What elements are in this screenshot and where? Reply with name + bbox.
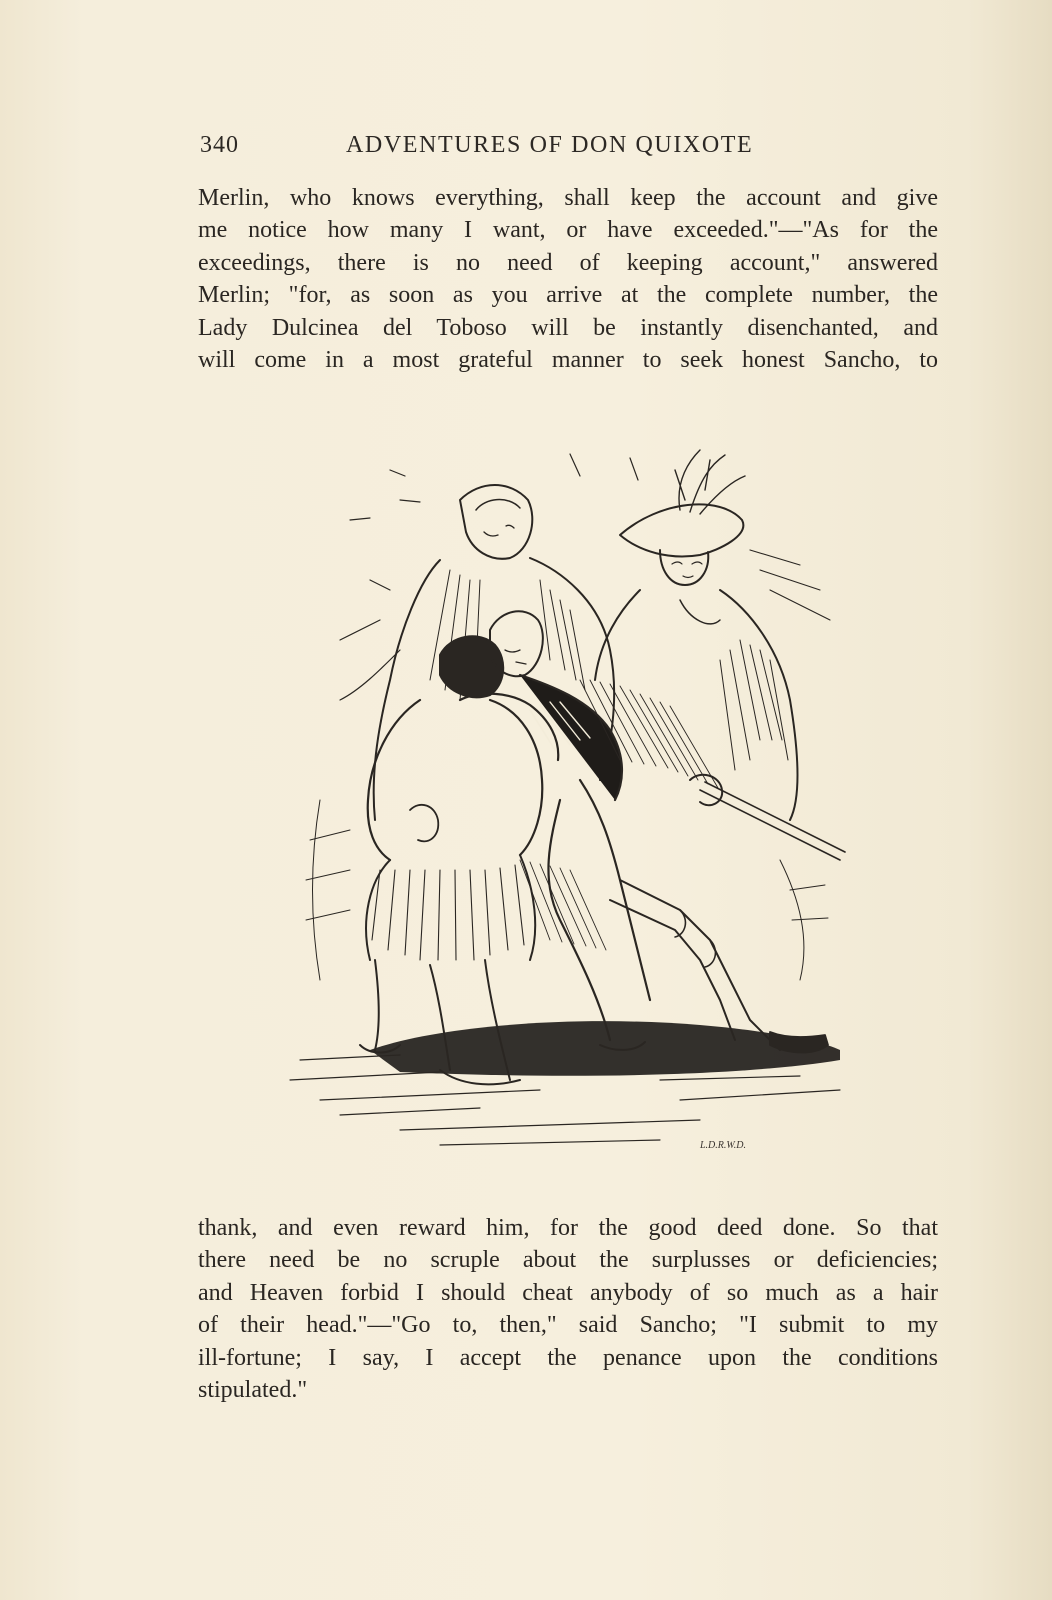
text-line: Merlin, who knows everything, shall keep the account and give — [198, 185, 938, 211]
text-line: and Heaven forbid I should cheat anybody of so much as a hair — [198, 1279, 938, 1306]
text-line: me notice how many I want, or have exceeded."—"As for the — [198, 217, 938, 244]
text-line: exceedings, there is no need of keeping account," answered — [198, 249, 938, 276]
page-number: 340 — [200, 132, 239, 158]
engraving-drawing — [280, 440, 870, 1180]
page-title: ADVENTURES OF DON QUIXOTE — [346, 132, 754, 158]
text-line: Merlin; "for, as soon as you arrive at the complete number, the — [198, 282, 938, 309]
text-line: will come in a most grateful manner to seek honest Sancho, to — [198, 346, 938, 373]
artist-signature: L.D.R.W.D. — [700, 1140, 747, 1151]
bottom-paragraph — [198, 1212, 938, 1406]
text-line: ill-fortune; I say, I accept the penance upon the conditions — [198, 1344, 938, 1371]
running-head — [200, 132, 940, 166]
text-line: stipulated." — [198, 1376, 308, 1403]
text-line: Lady Dulcinea del Toboso will be instantly disenchanted, and — [198, 314, 938, 341]
text-line: there need be no scruple about the surplusses or deficiencies; — [198, 1247, 938, 1274]
text-line: thank, and even reward him, for the good deed done. So that — [198, 1215, 938, 1241]
text-line: of their head."—"Go to, then," said Sancho; "I submit to my — [198, 1312, 938, 1339]
engraving-illustration — [280, 440, 870, 1180]
top-paragraph — [198, 182, 938, 376]
